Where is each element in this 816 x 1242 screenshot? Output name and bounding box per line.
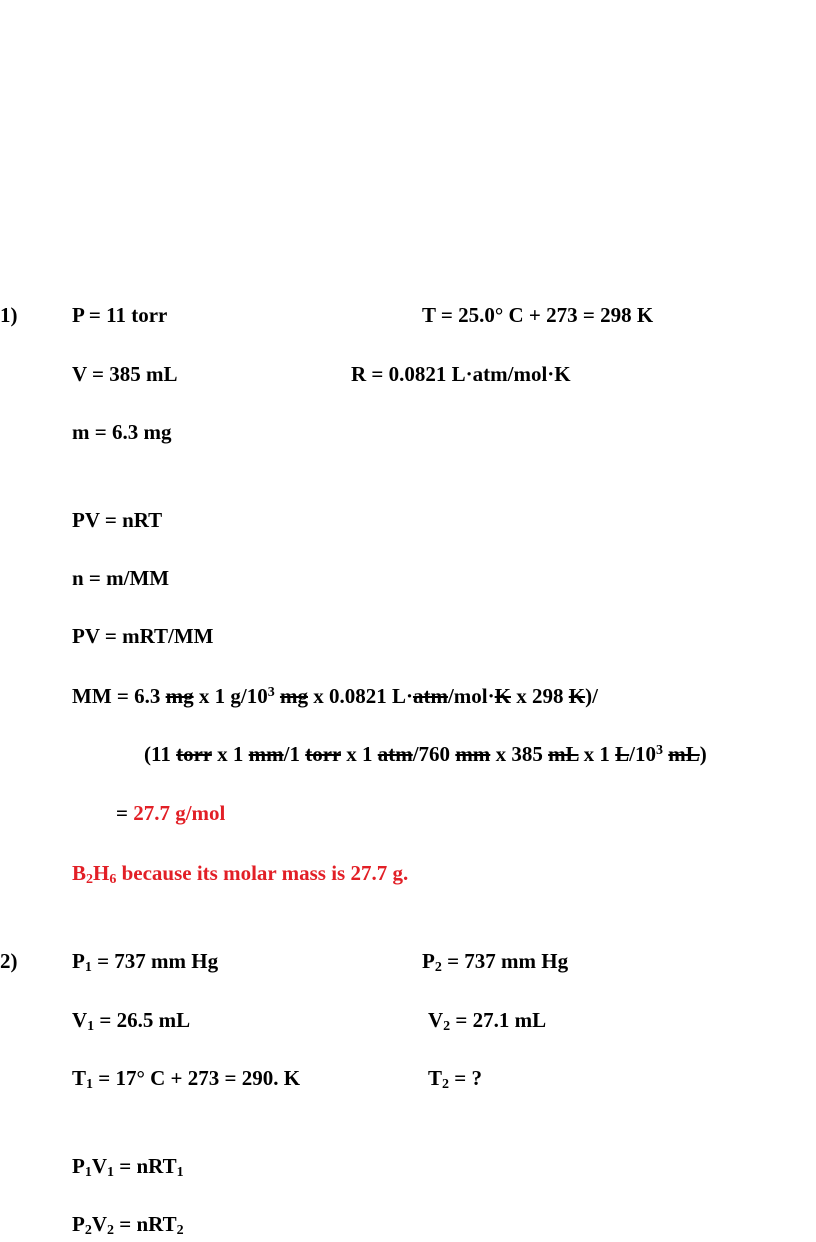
given-gas-constant: R = 0.0821 L·atm/mol·K	[351, 362, 571, 386]
given-volume-2: $V_2 = 27.1$ mL	[428, 1008, 547, 1034]
equation-combined: PV = mRT/MM	[72, 624, 214, 648]
given-pressure: P = 11 torr	[72, 303, 168, 327]
given-volume-1: $V_1 = 26.5$ mL	[72, 1008, 191, 1034]
equation-state-2: $P_2V_2 = nRT_2$	[72, 1212, 184, 1238]
molar-mass-result: = 27.7 g/mol	[116, 801, 226, 825]
equation-state-1: $P_1V_1 = nRT_1$	[72, 1154, 184, 1180]
equation-moles: n = m/MM	[72, 566, 170, 590]
given-pressure-1: $P_1 = 737$ mm Hg	[72, 949, 219, 975]
given-pressure-2: $P_2 = 737$ mm Hg	[422, 949, 569, 975]
equation-ideal-gas: PV = nRT	[72, 508, 163, 532]
molar-mass-numerator: MM = 6.3 mg x 1 $g/10^3$ mg x 0.0821 L·atm/mol·K x 298 K)/	[72, 684, 598, 708]
given-temperature-1: $T_1 = 17^\circ$ C + 273 = 290. K	[72, 1066, 301, 1092]
given-temperature: T = 25.0° C + 273 = 298 K	[422, 303, 654, 327]
answer-statement: $B_2H_6$ because its molar mass is 27.7 g.	[72, 861, 409, 887]
given-mass: m = 6.3 mg	[72, 420, 172, 444]
problem-1-number: 1)	[0, 303, 18, 327]
given-volume: V = 385 mL	[72, 362, 178, 386]
problem-2-number: 2)	[0, 949, 18, 973]
molar-mass-denominator: (11 torr x 1 mm/1 torr x 1 atm/760 mm x 385 mL x 1 $L/10^3$ mL)	[144, 742, 707, 766]
given-temperature-2: $T_2$ = ?	[428, 1066, 482, 1092]
